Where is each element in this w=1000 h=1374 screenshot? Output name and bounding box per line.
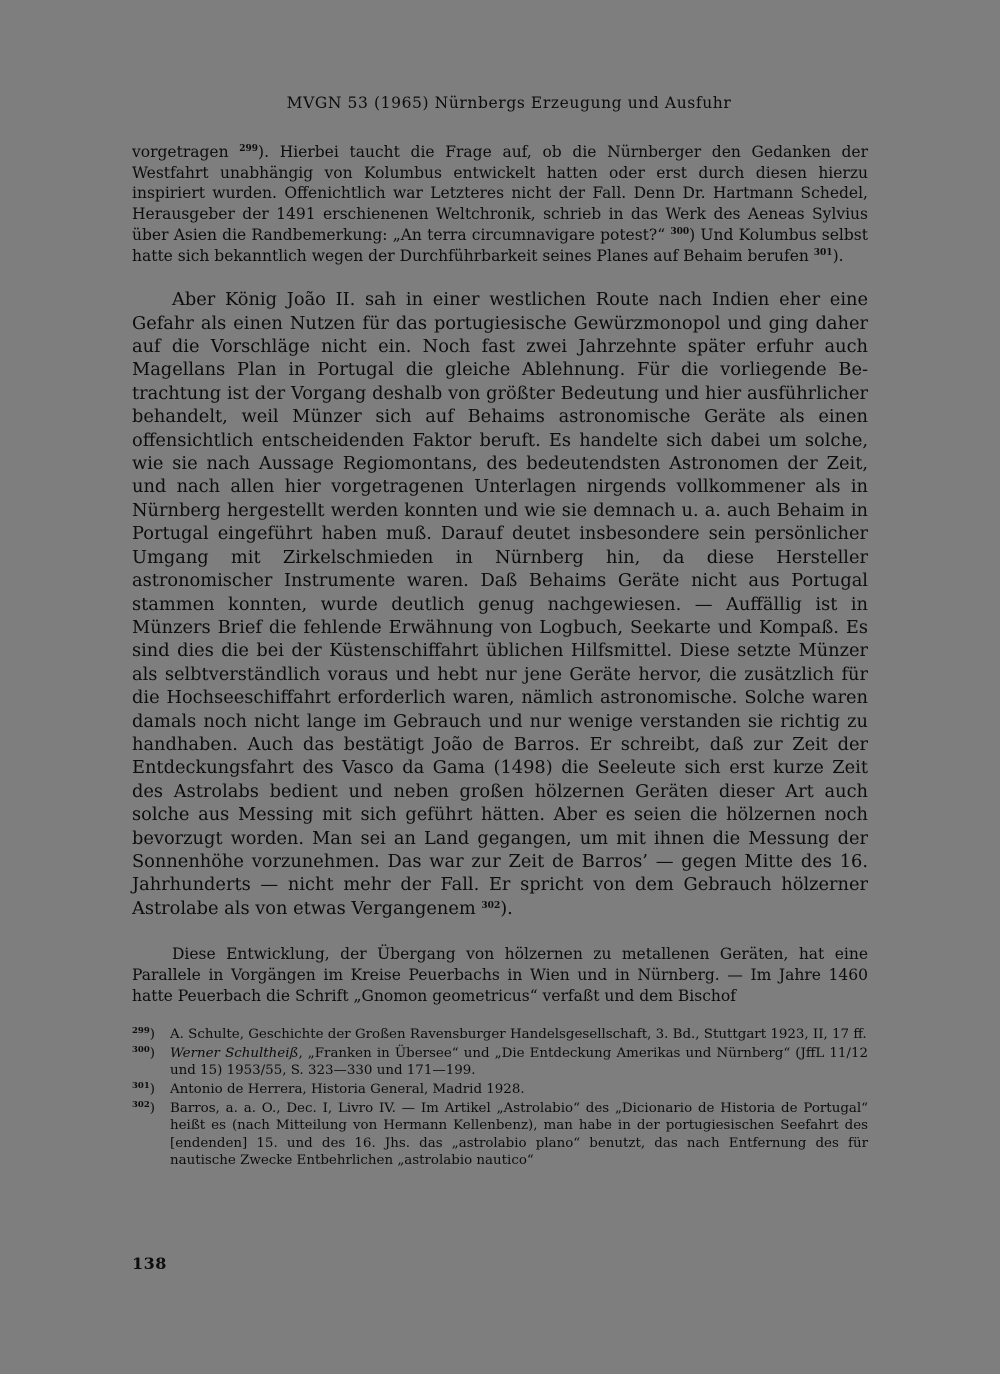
footnote-body: , „Franken in Übersee“ und „Die Entdeckung Amerikas und Nürnberg“ (JffL 11/12 und 15) 1953/55, S. 323—330 und 171—199.	[170, 1045, 868, 1079]
footnote-ref-299: 299	[239, 144, 259, 154]
paragraph-2-text-b: ).	[500, 897, 513, 919]
paragraph-1-text-a: vorgetragen	[132, 143, 240, 161]
footnote-number-sup: 299	[132, 1026, 150, 1037]
footnote-number: $^{301}$)	[132, 1081, 155, 1098]
footnote-body: A. Schulte, Geschichte der Großen Ravensburger Handelsgesellschaft, 3. Bd., Stuttgart 1923, II, 17 ff.	[170, 1027, 867, 1043]
footnote-number: $^{302}$)	[132, 1099, 155, 1116]
footnote-ref-301: 301	[813, 247, 833, 258]
footnote-300	[132, 1045, 868, 1080]
footnote-301	[132, 1081, 868, 1099]
footnote-number-sup: 302	[132, 1099, 150, 1110]
footnotes	[132, 1026, 868, 1170]
paragraph-1-text-c: ) Und Kolumbus selbst hatte sich bekanntlich wegen der Durchführbarkeit seines Planes auf Behaim berufen	[132, 225, 868, 265]
footnote-text	[170, 1100, 868, 1170]
footnote-text	[170, 1026, 868, 1044]
paragraph-2-text-a: Aber König João II. sah in einer westlichen Route nach Indien eher eine Gefahr als einen Nutzen für das portugiesische Gewürzmonopol und ging daher auf die Vorschläge nicht ein. Noch fast zwei Jahrzehnte später erfuhr auch Magellans Plan in Portugal die gleiche Ablehnung. Für die vorliegende Betrachtung ist der Vorgang deshalb von größter Bedeutung und hier ausführlicher behandelt, weil Münzer sich auf Behaims astronomische Geräte als einen offensichtlich entscheidenden Faktor beruft. Es handelte sich dabei um solche, wie sie nach Aussage Regiomontans, des bedeutendsten Astronomen der Zeit, und nach allen hier vorgetragenen Unterlagen nirgends vollkommener als in Nürnberg hergestellt werden konnten und wie sie demnach u. a. auch Behaim in Portugal eingeführt haben muß. Darauf deutet insbesondere sein persönlicher Umgang mit Zirkelschmieden in Nürnberg hin, da diese Hersteller astronomischer Instrumente waren. Daß Behaims Geräte nicht aus Portugal stammen konnten, wurde deutlich genug nachgewiesen. — Auffällig ist in Münzers Brief die fehlende Erwähnung von Logbuch, Seekarte und Kompaß. Es sind dies die bei der Küstenschiffahrt üblichen Hilfsmittel. Diese setzte Münzer als selbtverständlich voraus und hebt nur jene Geräte hervor, die zusätzlich für die Hochseeschiffahrt erforderlich waren, nämlich astronomische. Solche waren damals noch nicht lange im Gebrauch und nur wenige verstanden sie richtig zu handhaben. Auch das bestätigt João de Barros. Er schreibt, daß zur Zeit der Entdeckungsfahrt des Vasco da Gama (1498) die Seeleute sich erst kurze Zeit des Astrolabs bedient und neben großen hölzernen Geräten dieser Art auch solche aus Messing mit sich geführt hätten. Aber es seien die hölzernen noch bevorzugt worden. Man sei an Land gegangen, um mit ihnen die Messung der Sonnenhöhe vorzunehmen. Das war zur Zeit de Barros’ — gegen Mitte des 16. Jahrhunderts — nicht mehr der Fall. Er spricht von dem Gebrauch hölzerner Astrolabe als von etwas Vergangenem	[132, 289, 868, 919]
paragraph-1	[132, 142, 868, 266]
footnote-number-sup: 300	[132, 1044, 150, 1055]
paragraph-2	[132, 288, 868, 920]
footnote-text	[170, 1045, 868, 1080]
footnote-author: Werner Schultheiß	[170, 1045, 299, 1061]
footnote-number: $^{300}$)	[132, 1044, 155, 1061]
paragraph-3-text: Diese Entwicklung, der Übergang von hölzernen zu metallenen Geräten, hat eine Parallele in Vorgängen im Kreise Peuerbachs in Wien und in Nürnberg. — Im Jahre 1460 hatte Peuerbach die Schrift „Gnomon geometricus“ verfaßt und dem Bischof	[132, 945, 868, 1005]
page-body	[132, 94, 868, 1171]
footnote-302	[132, 1100, 868, 1170]
paragraph-1-text-d: ).	[832, 246, 844, 265]
running-head: MVGN 53 (1965) Nürnbergs Erzeugung und Ausfuhr	[286, 94, 732, 112]
footnote-ref-302: 302	[481, 900, 501, 911]
page-number: 138	[132, 1254, 167, 1273]
footnote-number-sup: 301	[132, 1081, 150, 1092]
footnote-299	[132, 1026, 868, 1044]
footnote-number: $^{299}$)	[132, 1026, 155, 1043]
footnote-body: Antonio de Herrera, Historia General, Madrid 1928.	[170, 1082, 525, 1098]
paragraph-1-text-b: ). Hierbei taucht die Frage auf, ob die Nürnberger den Gedanken der Westfahrt unabhängig von Kolumbus entwickelt hatten oder erst durch diesen hierzu inspiriert wurden. Offenichtlich war Letzteres nicht der Fall. Denn Dr. Hartmann Schedel, Herausgeber der 1491 erschienenen Weltchronik, schrieb in das Werk des Aeneas Sylvius über Asien die Randbemerkung: „An terra circumnavigare potest?“	[132, 143, 868, 244]
paragraph-3	[132, 944, 868, 1006]
footnote-body: Barros, a. a. O., Dec. I, Livro IV. — Im Artikel „Astrolabio“ des „Dicionario de Historia de Portugal“ heißt es (nach Mitteilung von Hermann Kellenbenz), man habe in der portugiesischen Seefahrt des [endenden] 15. und des 16. Jhs. das „astrolabio plano“ benutzt, das nach Entfernung des für nautische Zwecke Entbehrlichen „astrolabio nautico“	[170, 1100, 868, 1169]
footnote-text	[170, 1081, 868, 1099]
footnote-ref-300: 300	[670, 226, 690, 237]
